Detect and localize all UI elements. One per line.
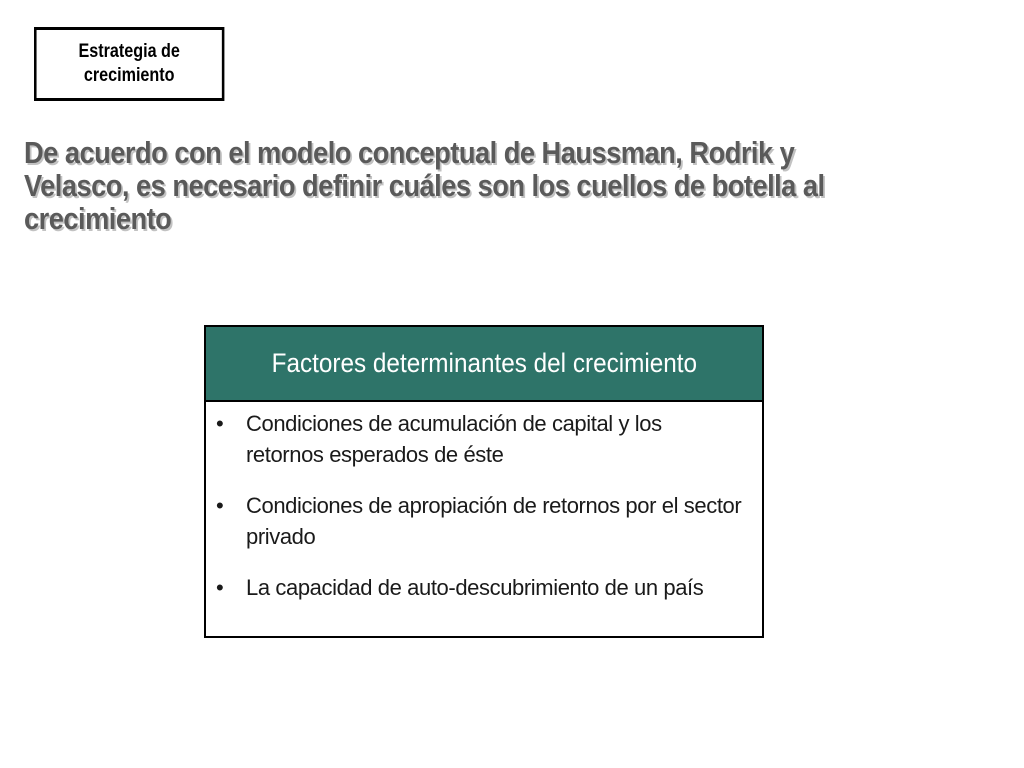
factor-item: [216, 490, 742, 552]
bullet-icon: •: [216, 575, 224, 600]
factors-title: Factores determinantes del crecimiento: [271, 348, 697, 378]
factor-item-text: La capacidad de auto-descubrimiento de un país: [246, 575, 704, 600]
factor-item: [216, 408, 742, 470]
section-tag: [34, 27, 224, 101]
factor-item-text: Condiciones de acumulación de capital y los retornos esperados de éste: [246, 411, 662, 467]
factor-item-text: Condiciones de apropiación de retornos por el sector privado: [246, 493, 742, 549]
factors-box: [204, 325, 764, 638]
factor-item: [216, 572, 742, 603]
bullet-icon: •: [216, 411, 224, 436]
factors-list: [206, 402, 762, 603]
factors-header: [206, 327, 762, 402]
section-tag-label: Estrategia de crecimiento: [78, 41, 180, 86]
bullet-icon: •: [216, 493, 224, 518]
headline: De acuerdo con el modelo conceptual de Haussman, Rodrik y Velasco, es necesario definir cuáles son los cuellos de botella al crecimiento: [24, 135, 825, 236]
